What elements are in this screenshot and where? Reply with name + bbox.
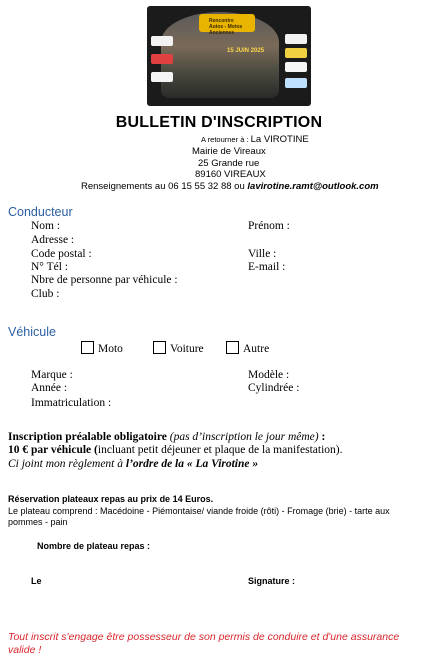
field-adresse: Adresse : (31, 234, 75, 246)
option-label: Autre (243, 343, 270, 355)
sponsor-logo (285, 78, 307, 88)
checkbox[interactable] (153, 341, 166, 354)
banner-date: 15 JUIN 2025 (227, 48, 265, 54)
field-nombre-plateau: Nombre de plateau repas : (37, 541, 151, 551)
field-club: Club : (31, 288, 60, 300)
inscription-obligatoire: Inscription préalable obligatoire (8, 431, 167, 443)
org-name: La VIROTINE (250, 134, 309, 145)
field-annee: Année : (31, 382, 68, 394)
option-voiture[interactable] (153, 341, 204, 355)
ribbon-line: Autos - Motos (209, 24, 243, 30)
sponsor-logo (285, 34, 307, 44)
field-tel: N° Tél : (31, 261, 68, 273)
payment-note: Ci joint mon règlement à (8, 458, 126, 470)
option-label: Voiture (170, 343, 204, 355)
inscription-colon: : (318, 431, 326, 443)
field-marque: Marque : (31, 369, 73, 381)
address-line: Mairie de Vireaux (192, 146, 266, 157)
event-banner (147, 6, 311, 106)
reservation-details-cont: pommes - pain (8, 517, 68, 527)
page-title: BULLETIN D'INSCRIPTION (115, 114, 323, 131)
field-cylindree: Cylindrée : (248, 382, 300, 394)
field-nom: Nom : (31, 220, 61, 232)
ribbon-line: Rencontre (209, 18, 234, 24)
sponsor-logo (151, 54, 173, 64)
option-autre[interactable] (226, 341, 269, 355)
sponsor-logo (151, 36, 173, 46)
inscription-line-1 (8, 431, 325, 443)
address-line: 89160 VIREAUX (195, 169, 266, 180)
checkbox[interactable] (226, 341, 239, 354)
return-address-label (201, 134, 309, 145)
reservation-heading: Réservation plateaux repas au prix de 14 Euros. (8, 494, 214, 504)
return-prefix: A retourner à : (201, 135, 251, 144)
sponsor-logo (151, 72, 173, 82)
banner-ribbon-text (209, 18, 242, 36)
warning-line-1: Tout inscrit s'engage être possesseur de son permis de conduire et d'une assurance (8, 631, 400, 643)
inscription-note: (pas d’inscription le jour même) (166, 431, 319, 443)
inscription-line-2 (8, 444, 342, 456)
contact-email: lavirotine.ramt@outlook.com (247, 181, 379, 192)
price-per-vehicle: 10 € par véhicule ( (8, 444, 98, 456)
payment-order: l’ordre de la « La Virotine » (125, 458, 259, 470)
field-le: Le (31, 576, 42, 586)
field-signature: Signature : (248, 576, 296, 586)
warning-line-2: valide ! (8, 644, 42, 656)
field-ville: Ville : (248, 248, 277, 260)
inscription-line-3 (8, 458, 258, 470)
field-nbre-personnes: Nbre de personne par véhicule : (31, 274, 178, 286)
address-line: 25 Grande rue (198, 158, 260, 169)
field-modele: Modèle : (248, 369, 290, 381)
sponsor-logo (285, 48, 307, 58)
field-prenom: Prénom : (248, 220, 290, 232)
price-details: incluant petit déjeuner et plaque de la manifestation). (97, 444, 343, 456)
sponsor-logo (285, 62, 307, 72)
field-immatriculation: Immatriculation : (31, 397, 112, 409)
section-vehicule: Véhicule (8, 325, 56, 339)
field-email: E-mail : (248, 261, 286, 273)
contact-prefix: Renseignements au 06 15 55 32 88 ou (81, 181, 248, 192)
contact-line (81, 181, 379, 192)
section-conducteur: Conducteur (8, 205, 73, 219)
reservation-details: Le plateau comprend : Macédoine - Piémontaise/ viande froide (rôti) - Fromage (brie) - tarte aux (8, 506, 390, 516)
ribbon-line: Anciennes (209, 30, 235, 36)
field-code-postal: Code postal : (31, 248, 92, 260)
option-moto[interactable] (81, 341, 123, 355)
checkbox[interactable] (81, 341, 94, 354)
option-label: Moto (98, 343, 123, 355)
